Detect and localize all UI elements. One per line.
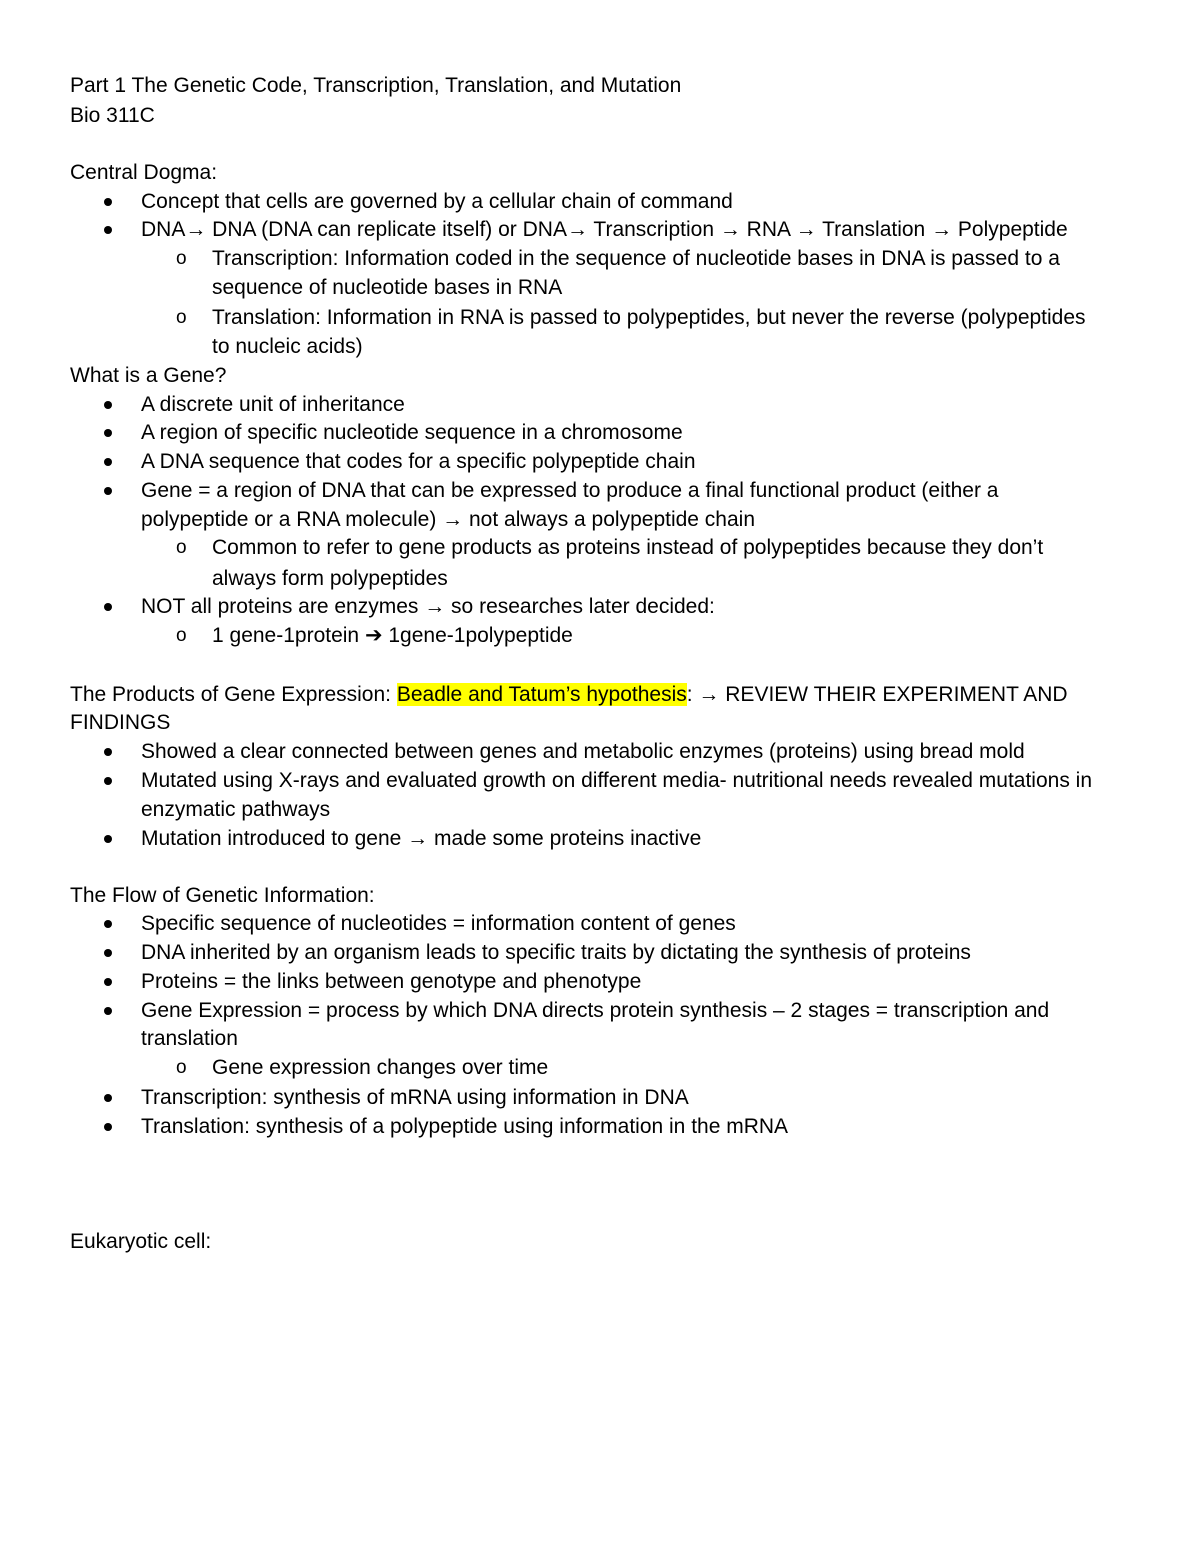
list-item: A DNA sequence that codes for a specific polypeptide chain bbox=[141, 450, 696, 473]
list-item: DNA inherited by an organism leads to specific traits by dictating the synthesis of proteins bbox=[141, 941, 971, 964]
sub-list-item: Common to refer to gene products as proteins instead of polypeptides because they don’t bbox=[212, 536, 1044, 559]
bullet-icon bbox=[103, 938, 117, 967]
list-item: Showed a clear connected between genes and metabolic enzymes (proteins) using bread mold bbox=[141, 740, 1025, 763]
list-item: Mutated using X-rays and evaluated growth on different media- nutritional needs revealed mutations in bbox=[141, 769, 1093, 792]
bullet-icon bbox=[103, 1083, 117, 1112]
list-item: A region of specific nucleotide sequence in a chromosome bbox=[141, 421, 683, 444]
section-heading-products bbox=[70, 680, 1068, 709]
sub-bullet-icon: o bbox=[176, 248, 187, 269]
bullet-icon bbox=[103, 476, 117, 505]
document-title: Part 1 The Genetic Code, Transcription, Translation, and Mutation bbox=[70, 74, 682, 97]
sub-list-item: 1 gene-1protein ➔ 1gene-1polypeptide bbox=[212, 624, 573, 647]
sub-list-item: Translation: Information in RNA is passed to polypeptides, but never the reverse (polypeptides bbox=[212, 306, 1086, 329]
list-item-continuation: enzymatic pathways bbox=[141, 798, 331, 821]
bullet-icon bbox=[103, 909, 117, 938]
bullet-icon bbox=[103, 418, 117, 447]
sub-list-item-continuation: sequence of nucleotide bases in RNA bbox=[212, 276, 563, 299]
highlighted-hypothesis: Beadle and Tatum’s hypothesis bbox=[396, 683, 687, 706]
course-label: Bio 311C bbox=[70, 104, 155, 127]
heading-prefix: The Products of Gene Expression: bbox=[70, 683, 397, 706]
sub-list-item-continuation: to nucleic acids) bbox=[212, 335, 363, 358]
bullet-icon bbox=[103, 215, 117, 244]
sub-bullet-icon: o bbox=[176, 625, 187, 646]
section-heading-eukaryotic: Eukaryotic cell: bbox=[70, 1230, 212, 1253]
list-item: DNA→ DNA (DNA can replicate itself) or DNA→ Transcription → RNA → Translation → Polypeptide bbox=[141, 218, 1068, 241]
section-heading-gene: What is a Gene? bbox=[70, 364, 227, 387]
sub-list-item: Gene expression changes over time bbox=[212, 1056, 549, 1079]
section-heading-flow: The Flow of Genetic Information: bbox=[70, 884, 375, 907]
sub-bullet-icon: o bbox=[176, 537, 187, 558]
list-item: NOT all proteins are enzymes → so researches later decided: bbox=[141, 595, 715, 618]
list-item: Transcription: synthesis of mRNA using information in DNA bbox=[141, 1086, 689, 1109]
list-item: A discrete unit of inheritance bbox=[141, 393, 405, 416]
list-item: Gene Expression = process by which DNA directs protein synthesis – 2 stages = transcription and bbox=[141, 999, 1050, 1022]
sub-list-item-continuation: always form polypeptides bbox=[212, 567, 448, 590]
bullet-icon bbox=[103, 967, 117, 996]
list-item-continuation: polypeptide or a RNA molecule) → not always a polypeptide chain bbox=[141, 508, 756, 531]
bullet-icon bbox=[103, 824, 117, 853]
list-item: Proteins = the links between genotype and phenotype bbox=[141, 970, 642, 993]
heading-suffix: : → REVIEW THEIR EXPERIMENT AND bbox=[686, 683, 1068, 706]
list-item: Specific sequence of nucleotides = information content of genes bbox=[141, 912, 736, 935]
section-heading-products-continuation: FINDINGS bbox=[70, 711, 171, 734]
bullet-icon bbox=[103, 592, 117, 621]
bullet-icon bbox=[103, 737, 117, 766]
list-item-continuation: translation bbox=[141, 1027, 238, 1050]
sub-bullet-icon: o bbox=[176, 1057, 187, 1078]
list-item: Mutation introduced to gene → made some proteins inactive bbox=[141, 827, 702, 850]
list-item: Gene = a region of DNA that can be expressed to produce a final functional product (either a bbox=[141, 479, 999, 502]
bullet-icon bbox=[103, 447, 117, 476]
list-item: Translation: synthesis of a polypeptide using information in the mRNA bbox=[141, 1115, 789, 1138]
bullet-icon bbox=[103, 390, 117, 419]
bullet-icon bbox=[103, 1112, 117, 1141]
sub-list-item: Transcription: Information coded in the sequence of nucleotide bases in DNA is passed to a bbox=[212, 247, 1060, 270]
section-heading-central-dogma: Central Dogma: bbox=[70, 161, 218, 184]
bullet-icon bbox=[103, 996, 117, 1025]
bullet-icon bbox=[103, 187, 117, 216]
list-item: Concept that cells are governed by a cellular chain of command bbox=[141, 190, 733, 213]
sub-bullet-icon: o bbox=[176, 307, 187, 328]
bullet-icon bbox=[103, 766, 117, 795]
